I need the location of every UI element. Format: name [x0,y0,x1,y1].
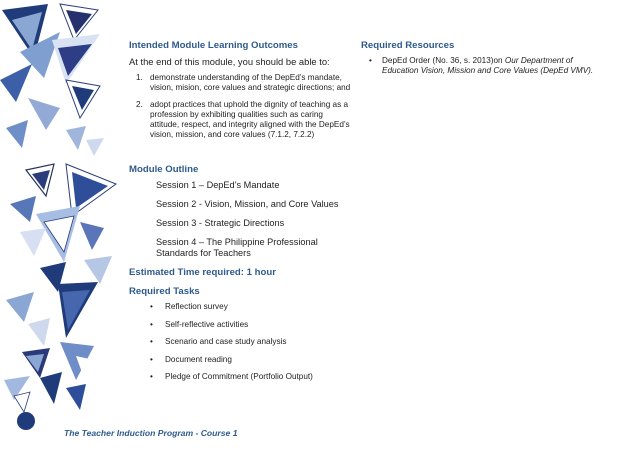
outcomes-list [129,73,351,140]
list-number: 2. [136,100,143,109]
session-item: Session 3 - Strategic Directions [156,218,285,228]
session-item: Session 4 – The Philippine Professional Standards for Teachers [156,237,318,258]
footer-title: The Teacher Induction Program - Course 1 [64,428,238,438]
session-item: Session 1 – DepEd’s Mandate [156,180,280,190]
task-item: • Document reading [129,355,351,364]
task-item: • Scenario and case study analysis [129,337,351,346]
resource-text: DepEd Order (No. 36, s. 2013)on [382,56,505,65]
resource-title: Our Department of Education Vision, Mission and Core Values (DepEd VMV). [382,56,594,75]
session-list [156,180,351,259]
task-item: • Reflection survey [129,302,351,311]
list-item [129,73,351,93]
right-column [361,40,601,76]
estimated-time: Estimated Time required: 1 hour [129,267,276,278]
left-column [129,40,351,390]
list-text: demonstrate understanding of the DepEd’s mandate, vision, mision, core values and strategic directions; and [150,73,351,92]
task-item: • Self-reflective activities [129,320,351,329]
tasks-list [129,302,351,381]
session-item: Session 2 - Vision, Mission, and Core Values [156,199,339,209]
resource-item [361,56,601,76]
tasks-heading: Required Tasks [129,286,200,297]
outline-heading: Module Outline [129,164,199,175]
outcomes-lead: At the end of this module, you should be able to: [129,56,330,67]
navy-circle [17,412,35,430]
decorative-triangles [0,0,120,451]
resources-heading: Required Resources [361,40,455,51]
resources-list [361,56,601,76]
outcomes-heading: Intended Module Learning Outcomes [129,40,298,51]
task-item: • Pledge of Commitment (Portfolio Output) [129,372,351,381]
list-text: adopt practices that uphold the dignity of teaching as a profession by exhibiting qualities such as caring attitude, respect, and integrity aligned with the DepEd’s vision, mission, and core values (7.1.2, 7.2.2) [150,100,350,139]
list-item [129,100,351,140]
list-number: 1. [136,73,143,82]
